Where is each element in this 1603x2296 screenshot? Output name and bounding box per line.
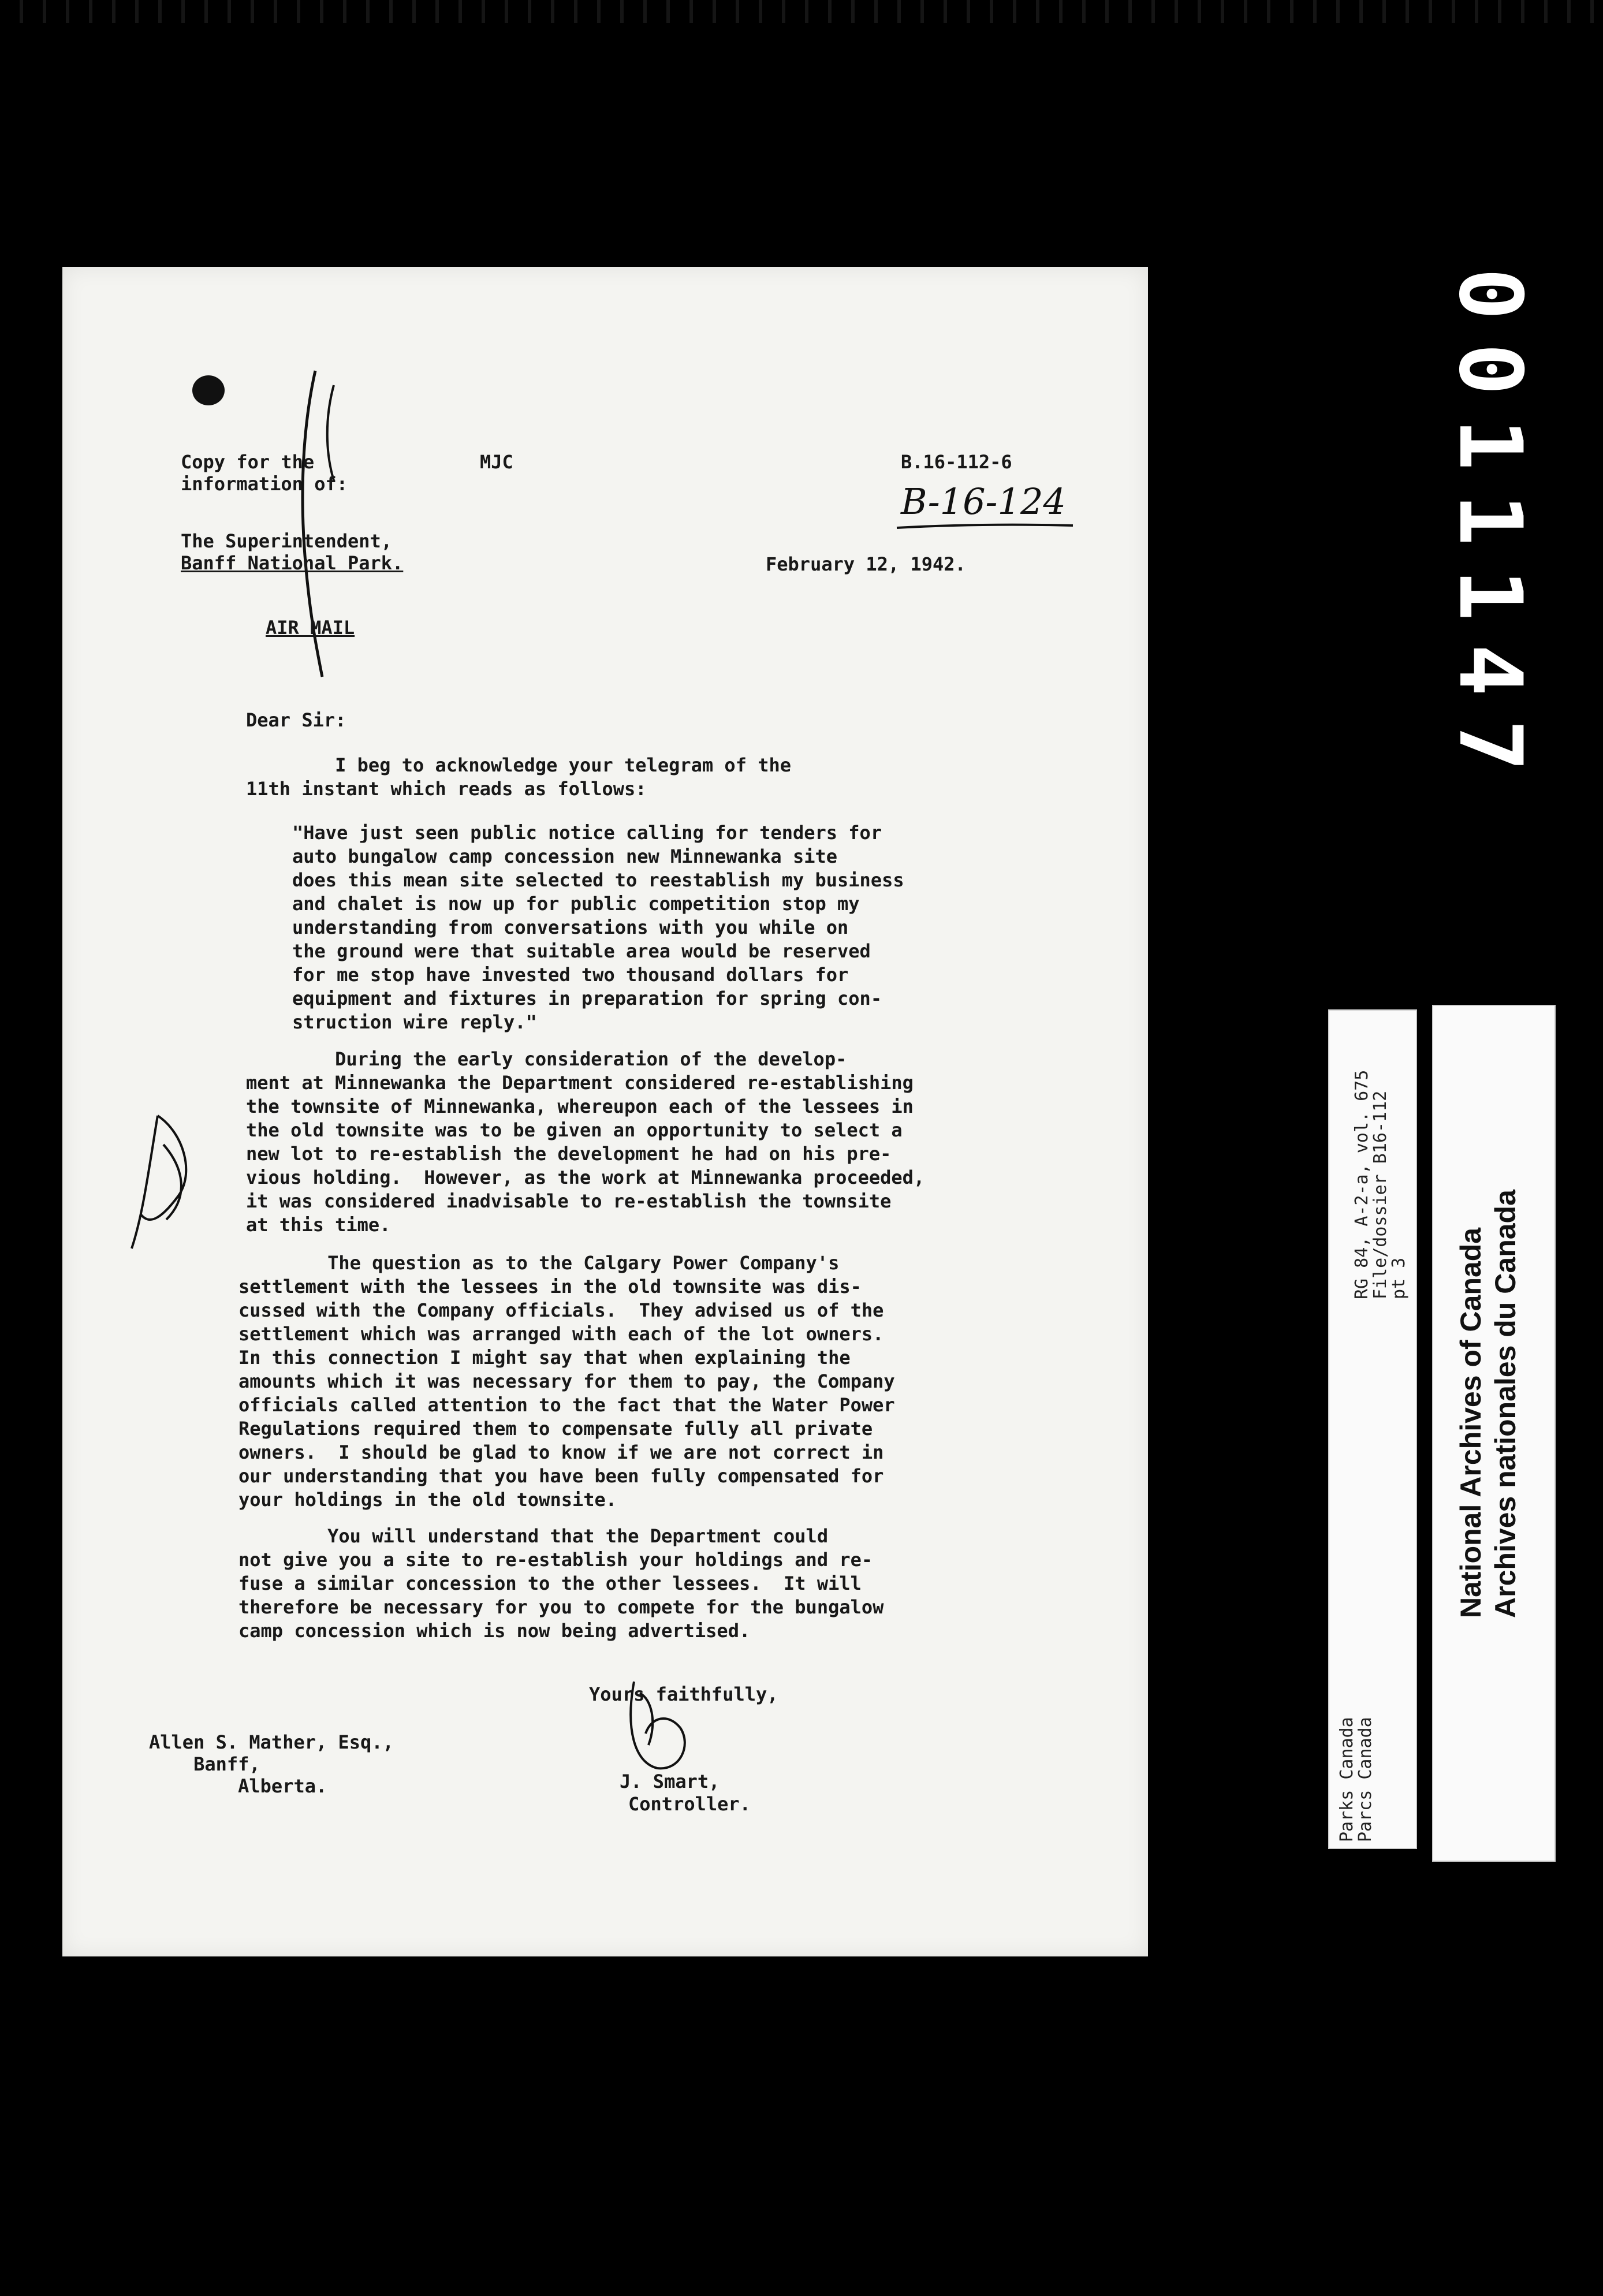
telegram-line2: auto bungalow camp concession new Minnewanka site (292, 845, 838, 867)
archive-ref-line2: File/dossier B16-112 (1370, 1090, 1390, 1299)
national-archives-fr: Archives nationales du Canada (1489, 1190, 1522, 1618)
letter-page (62, 267, 1148, 1956)
signer-title: Controller. (628, 1793, 751, 1815)
parks-canada-en: Parks Canada (1337, 1717, 1357, 1842)
para3-line3: cussed with the Company officials. They advised us of the (238, 1299, 884, 1321)
para4-line5: camp concession which is now being advertised. (238, 1620, 751, 1642)
national-archives-en: National Archives of Canada (1455, 1227, 1487, 1618)
recipient-line2: Banff National Park. (181, 552, 404, 574)
file-number-underline (894, 521, 1079, 532)
national-archives-card (1432, 1005, 1556, 1862)
copy-for-line2: information of: (181, 473, 348, 495)
para2-line7: it was considered inadvisable to re-establish the townsite (246, 1190, 892, 1212)
typist-initials: MJC (480, 451, 513, 473)
para3-line2: settlement with the lessees in the old townsite was dis- (238, 1276, 862, 1298)
recipient-line1: The Superintendent, (181, 530, 393, 552)
archive-ref-line3: pt 3 (1389, 1257, 1409, 1299)
telegram-line4: and chalet is now up for public competition stop my (292, 893, 860, 915)
copy-for-line1: Copy for the (181, 451, 315, 473)
para2-line3: the townsite of Minnewanka, whereupon each of the lessees in (246, 1095, 914, 1117)
telegram-line3: does this mean site selected to reestablish my business (292, 869, 904, 891)
microfilm-frame-number (1440, 225, 1540, 837)
telegram-line6: the ground were that suitable area would be reserved (292, 940, 871, 962)
para3-line6: amounts which it was necessary for them to pay, the Company (238, 1370, 895, 1392)
para4-line2: not give you a site to re-establish your holdings and re- (238, 1549, 873, 1571)
addressee-line2: Banff, (149, 1753, 260, 1775)
archive-ref-line1: RG 84, A-2-a, vol. 675 (1352, 1069, 1372, 1299)
salutation: Dear Sir: (246, 709, 346, 731)
parks-canada-fr: Parcs Canada (1355, 1717, 1375, 1842)
telegram-line7: for me stop have invested two thousand dollars for (292, 964, 849, 986)
para2-line8: at this time. (246, 1214, 391, 1236)
letter-date: February 12, 1942. (766, 553, 966, 575)
telegram-line9: struction wire reply." (292, 1011, 537, 1033)
frame-number-text: 0011147 (1440, 267, 1540, 795)
handwritten-file-number: B-16-124 (901, 480, 1066, 523)
telegram-line8: equipment and fixtures in preparation for spring con- (292, 987, 882, 1009)
para3-line1: The question as to the Calgary Power Company's (238, 1252, 840, 1274)
para2-line1: During the early consideration of the develop- (246, 1048, 847, 1070)
para3-line5: In this connection I might say that when explaining the (238, 1347, 851, 1369)
addressee-line1: Allen S. Mather, Esq., (149, 1731, 394, 1753)
air-mail-notice: AIR MAIL (266, 617, 355, 639)
addressee-line3: Alberta. (149, 1775, 327, 1797)
archive-reference-card (1328, 1009, 1417, 1849)
para4-line3: fuse a similar concession to the other lessees. It will (238, 1572, 862, 1594)
para3-line4: settlement which was arranged with each of the lot owners. (238, 1323, 884, 1345)
para4-line4: therefore be necessary for you to compete for the bungalow (238, 1596, 884, 1618)
para2-line5: new lot to re-establish the development he had on his pre- (246, 1143, 892, 1165)
para2-line4: the old townsite was to be given an opportunity to select a (246, 1119, 903, 1141)
para4-line1: You will understand that the Department could (238, 1525, 829, 1547)
para3-line9: owners. I should be glad to know if we are not correct in (238, 1441, 884, 1463)
para2-line2: ment at Minnewanka the Department considered re-establishing (246, 1072, 914, 1094)
telegram-line5: understanding from conversations with you while on (292, 916, 849, 938)
telegram-line1: "Have just seen public notice calling for tenders for (292, 822, 882, 844)
film-edge (0, 0, 1603, 23)
para2-line6: vious holding. However, as the work at Minnewanka proceeded, (246, 1166, 925, 1188)
closing: Yours faithfully, (589, 1683, 778, 1705)
para3-line11: your holdings in the old townsite. (238, 1489, 617, 1511)
para1-line2: 11th instant which reads as follows: (246, 778, 647, 800)
para3-line8: Regulations required them to compensate fully all private (238, 1418, 873, 1440)
para1-line1: I beg to acknowledge your telegram of the (246, 754, 792, 776)
para3-line7: officials called attention to the fact that the Water Power (238, 1394, 895, 1416)
file-number: B.16-112-6 (901, 451, 1012, 473)
signer-name: J. Smart, (620, 1771, 720, 1792)
para3-line10: our understanding that you have been fully compensated for (238, 1465, 884, 1487)
